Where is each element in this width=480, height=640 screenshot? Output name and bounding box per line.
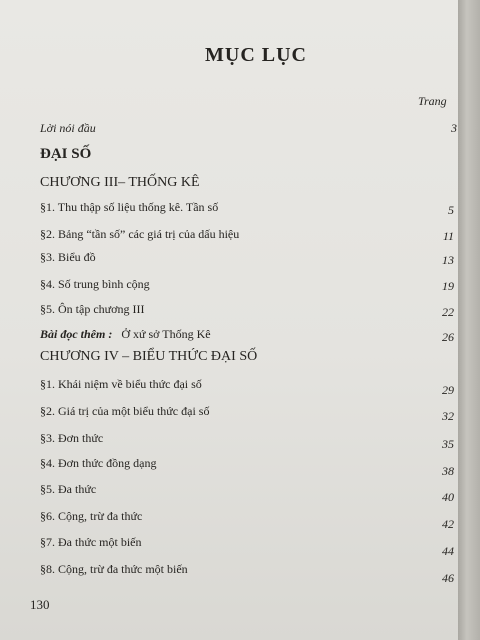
toc-entry-page: 42	[442, 517, 454, 531]
toc-entry: §4. Số trung bình cộng	[40, 277, 150, 291]
toc-entry: §5. Ôn tập chương III	[40, 302, 145, 316]
toc-entry: §7. Đa thức một biến	[40, 535, 142, 549]
toc-entry: §8. Cộng, trừ đa thức một biến	[40, 562, 188, 576]
toc-entry-page: 46	[442, 571, 454, 585]
page-edge-shadow	[458, 0, 480, 640]
toc-entry-page: 40	[442, 490, 454, 504]
toc-entry-page: 22	[442, 305, 454, 319]
reading-title: Ở xứ sở Thống Kê	[121, 327, 211, 341]
toc-entry: §1. Thu thập số liệu thống kê. Tần số	[40, 200, 219, 214]
part-title: ĐẠI SỐ	[40, 146, 92, 162]
toc-entry-page: 13	[442, 253, 454, 267]
toc-entry: §6. Cộng, trừ đa thức	[40, 509, 143, 523]
chapter3-title: CHƯƠNG III– THỐNG KÊ	[40, 175, 200, 190]
chapter4-title: CHƯƠNG IV – BIỂU THỨC ĐẠI SỐ	[40, 349, 258, 364]
toc-entry: §5. Đa thức	[40, 482, 97, 496]
reading-page: 26	[442, 330, 454, 344]
reading-prefix: Bài đọc thêm :	[40, 327, 113, 341]
toc-entry-page: 44	[442, 544, 454, 558]
toc-entry-page: 5	[448, 203, 454, 217]
toc-entry: §2. Bảng “tần số” các giá trị của dấu hiệu	[40, 227, 240, 241]
toc-entry-page: 32	[442, 409, 454, 423]
toc-entry: §3. Đơn thức	[40, 431, 104, 445]
page-title: MỤC LỤC	[205, 44, 307, 66]
toc-entry-page: 38	[442, 464, 454, 478]
toc-entry: §2. Giá trị của một biểu thức đại số	[40, 404, 210, 418]
toc-entry-page: 11	[442, 229, 454, 243]
toc-entry: §3. Biểu đồ	[40, 250, 96, 264]
toc-entry: §1. Khái niệm về biểu thức đại số	[40, 377, 202, 391]
preface-label: Lời nói đầu	[40, 121, 96, 135]
toc-entry: §4. Đơn thức đồng dạng	[40, 456, 157, 470]
page-number: 130	[30, 597, 50, 612]
reading-entry	[40, 328, 211, 340]
toc-entry-page: 29	[442, 383, 454, 397]
toc-entry-page: 35	[442, 437, 454, 451]
preface-page: 3	[451, 121, 457, 135]
toc-entry-page: 19	[442, 279, 454, 293]
page-column-header: Trang	[418, 94, 447, 108]
